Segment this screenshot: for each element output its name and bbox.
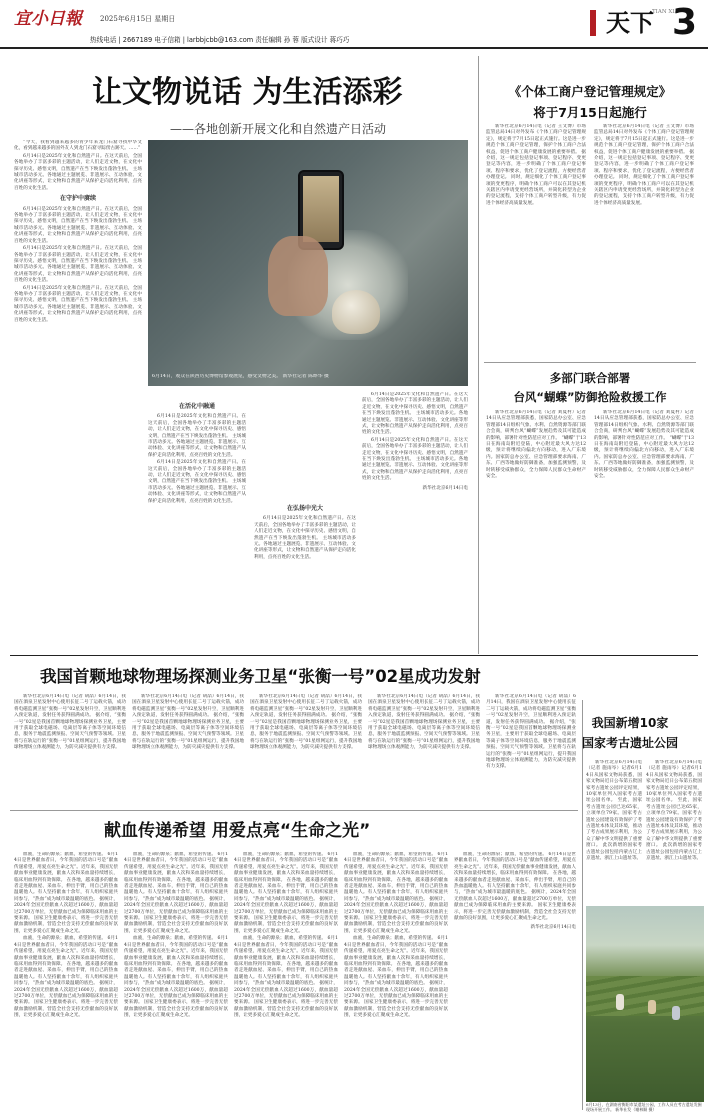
section-title: 天下	[606, 9, 654, 37]
col1-text: 血液，生命的源泉；献血，希望的传递。 6月14日是世界献血者日，今年我国的活动口号是“献血传递希望，用爱点亮生命之光”。近年来，我国无偿献血事业健康发展，献血人次和采血量持续增长，临床用血得到有效保障。 在各地，越来越多的献血者走进献血屋、采血车，伸出手臂，用自己的热血温暖他人。有人坚持献血十余年，有人组织家庭共同参与，“热血”成为城市最温暖的底色。 据统计，2024年全国无偿献血人次超过1600万，献血量超过2700万单位，无偿献血已成为保障临床用血的主要来源。 国家卫生健康委表示，将进一步完善无偿献血激励机制，营造全社会支持无偿献血的良好氛围，让更多爱心汇聚成生命之光。	[14, 852, 118, 934]
newspaper-logo: 宜小日報	[14, 9, 82, 29]
horizontal-rule-2	[10, 810, 578, 811]
article-title-line1: 多部门联合部署	[549, 371, 631, 385]
article-body-col1	[14, 694, 126, 804]
worker-figure-1	[616, 994, 624, 1010]
article-title-line2: 台风“蝴蝶”防御抢险救援工作	[513, 390, 667, 404]
article-body-col3-text: 6月14日是2025年文化和自然遗产日。在这天前后，全国各地举办了丰富多彩的主题活动，让人们走近文物，在文化中探寻历史、感悟文明，自然遗产在当下焕发出蓬勃生机。 主场城市活动多元。各地通过主题展览、非遗展示、互动体验、文化讲座等形式，让文物和自然遗产从保护走向活化利用，点亮百姓的文化生活。	[254, 516, 356, 560]
col5-text: 血液，生命的源泉；献血，希望的传递。 6月14日是世界献血者日，今年我国的活动口号是“献血传递希望，用爱点亮生命之光”。近年来，我国无偿献血事业健康发展，献血人次和采血量持续增长，临床用血得到有效保障。 在各地，越来越多的献血者走进献血屋、采血车，伸出手臂，用自己的热血温暖他人。有人坚持献血十余年，有人组织家庭共同参与，“热血”成为城市最温暖的底色。 据统计，2024年全国无偿献血人次超过1600万，献血量超过2700万单位，无偿献血已成为保障临床用血的主要来源。 国家卫生健康委表示，将进一步完善无偿献血激励机制，营造全社会支持无偿献血的良好氛围，让更多爱心汇聚成生命之光。	[454, 852, 576, 922]
contacts-line: 热线电话 | 2667189 电子信箱 | larbbjcbb@163.com 责任编辑 孙 蓉 版式设计 蒋巧巧	[90, 36, 350, 44]
col3-text-2: 血液，生命的源泉；献血，希望的传递。 6月14日是世界献血者日，今年我国的活动口号是“献血传递希望，用爱点亮生命之光”。近年来，我国无偿献血事业健康发展，献血人次和采血量持续增长，临床用血得到有效保障。 在各地，越来越多的献血者走进献血屋、采血车，伸出手臂，用自己的热血温暖他人。有人坚持献血十余年，有人组织家庭共同参与，“热血”成为城市最温暖的底色。 据统计，2024年全国无偿献血人次超过1600万，献血量超过2700万单位，无偿献血已成为保障临床用血的主要来源。 国家卫生健康委表示，将进一步完善无偿献血激励机制，营造全社会支持无偿献血的良好氛围，让更多爱心汇聚成生命之光。	[234, 936, 338, 1019]
article-body-repeat-3: 6月14日是2025年文化和自然遗产日。在这天前后，全国各地举办了丰富多彩的主题活动，让人们走近文物，在文化中探寻历史、感悟文明，自然遗产在当下焕发出蓬勃生机。 主场城市活动多元。各地通过主题展览、非遗展示、互动体验、文化讲座等形式，让文物和自然遗产从保护走向活化利用，点亮百姓的文化生活。	[14, 285, 142, 323]
article-typhoon	[484, 370, 696, 650]
archaeology-body-col2	[646, 760, 702, 900]
article-body-col2	[132, 694, 244, 804]
article-body-b-text: 新华社北京6月14日电（记者 王文博）市场监管总局14日对外发布《个体工商户登记管理规定》，规定将于7月15日起正式施行。这是进一步规范个体工商户登记管理，保护个体工商户合法权益，促进个体工商户健康发展的重要举措。 据介绍，这一规定包括登记事项、登记程序、变更登记等内容，进一步明确了个体工商户登记事项、程序和要求，优化了登记流程，方便经营者办理登记。 同时，规定细化了个体工商户登记事项的变更程序，明确个体工商户可以在其登记机关辖区内申请变更经营场所，并简化转型为企业的登记流程，支持个体工商户转型升级，有力促进个体经济高质量发展。	[594, 124, 694, 206]
article-body-col2-text-2: 6月14日是2025年文化和自然遗产日。在这天前后，全国各地举办了丰富多彩的主题活动，让人们走近文物，在文化中探寻历史、感悟文明，自然遗产在当下焕发出蓬勃生机。 主场城市活动多元。各地通过主题展览、非遗展示、互动体验、文化讲座等形式，让文物和自然遗产从保护走向活化利用，点亮百姓的文化生活。	[148, 460, 246, 504]
archaeology-body-col1-text: 新华社北京6月14日电（记者 施雨岑）记者6月14日从国家文物局获悉，国家文物局近日公布第五批国家考古遗址公园评定结果，10家单位列入国家考古遗址公园名单。 至此，国家考古遗址公园已达65家，立项单位79家。国家考古遗址公园建设有效保护了考古遗址本体及其环境，推动了考古成果展示利用，为公众了解中华文明提供了重要窗口。 此次新增的国家考古遗址公园包括内蒙古辽上京遗址、浙江上山遗址等。	[586, 760, 642, 862]
col4-text-2: 血液，生命的源泉；献血，希望的传递。 6月14日是世界献血者日，今年我国的活动口号是“献血传递希望，用爱点亮生命之光”。近年来，我国无偿献血事业健康发展，献血人次和采血量持续增长，临床用血得到有效保障。 在各地，越来越多的献血者走进献血屋、采血车，伸出手臂，用自己的热血温暖他人。有人坚持献血十余年，有人组织家庭共同参与，“热血”成为城市最温暖的底色。 据统计，2024年全国无偿献血人次超过1600万，献血量超过2700万单位，无偿献血已成为保障临床用血的主要来源。 国家卫生健康委表示，将进一步完善无偿献血激励机制，营造全社会支持无偿献血的良好氛围，让更多爱心汇聚成生命之光。	[344, 936, 448, 1019]
article-body-col1	[14, 140, 142, 640]
article-body-col3	[250, 694, 362, 804]
article-body-repeat-2: 6月14日是2025年文化和自然遗产日。在这天前后，全国各地举办了丰富多彩的主题活动，让人们走近文物，在文化中探寻历史、感悟文明，自然遗产在当下焕发出蓬勃生机。 主场城市活动多元。各地通过主题展览、非遗展示、互动体验、文化讲座等形式，让文物和自然遗产从保护走向活化利用，点亮百姓的文化生活。	[14, 246, 142, 284]
article-body-a-text: 新华社北京6月14日电（记者 王文博）市场监管总局14日对外发布《个体工商户登记管理规定》，规定将于7月15日起正式施行。这是进一步规范个体工商户登记管理，保护个体工商户合法权益，促进个体工商户健康发展的重要举措。 据介绍，这一规定包括登记事项、登记程序、变更登记等内容，进一步明确了个体工商户登记事项、程序和要求，优化了登记流程，方便经营者办理登记。 同时，规定细化了个体工商户登记事项的变更程序，明确个体工商户可以在其登记机关辖区内申请变更经营场所，并简化转型为企业的登记流程，支持个体工商户转型升级，有力促进个体经济高质量发展。	[486, 124, 586, 206]
article-intro: “今天，我看到越来越多的青少年来龙门石窟寻找中华文化，看到越来越多的国外友人到龙门石窟寻踪傍古跡天。……”	[14, 140, 142, 152]
article-subtitle: ——各地创新开展文化和自然遗产日活动	[170, 122, 387, 136]
col3-text: 新华社北京6月14日电（记者 胡喆）6月14日，我国在酒泉卫星发射中心使用长征二号丁运载火箭，成功将电磁监测卫星“张衡一号”02星发射升空，卫星顺利进入预定轨道，发射任务获得圆满成功。 据介绍，“张衡一号”02星是我国首颗地球物理场探测业务卫星，主要用于获取全球电磁场、电离层等离子体等空间环境信息，服务于地震监测预报、空间天气预警等领域。卫星将与在轨运行的“张衡一号”01星组网运行，提升我国地球物理场立体观测能力，为防灾减灾提供有力支撑。	[250, 694, 362, 751]
worker-figure-2	[648, 1000, 656, 1014]
phone-screen	[303, 176, 339, 242]
masthead-red-bar	[590, 10, 596, 36]
date-line: 2025年6月15日 星期日	[100, 15, 176, 23]
article-byline: 新华社北京6月14日电	[530, 925, 576, 931]
article-body-col3	[254, 392, 356, 640]
article-body-a-text: 新华社北京6月14日电（记者 刘夏村）记者14日从应急管理部获悉，国家防总办公室、应急管理部14日组织气象、水利、自然资源等部门联合会商，研判台风“蝴蝶”发展趋势及其可能造成的影响，部署针对性防范应对工作。 “蝴蝶”于13日在海南岛附近登陆，中心附近最大风力达12级，预计将继续向偏北方向移动，进入广东境内。国家防总办公室、应急管理部要求海南、广东、广西等地做好防御准备，加强监测预警，及时转移受威胁群众，全力保障人民群众生命财产安全。	[486, 410, 586, 480]
col4-text: 新华社北京6月14日电（记者 胡喆）6月14日，我国在酒泉卫星发射中心使用长征二号丁运载火箭，成功将电磁监测卫星“张衡一号”02星发射升空，卫星顺利进入预定轨道，发射任务获得圆满成功。 据介绍，“张衡一号”02星是我国首颗地球物理场探测业务卫星，主要用于获取全球电磁场、电离层等离子体等空间环境信息，服务于地震监测预报、空间天气预警等领域。卫星将与在轨运行的“张衡一号”01星组网运行，提升我国地球物理场立体观测能力，为防灾减灾提供有力支撑。	[368, 694, 480, 751]
col1-text-2: 血液，生命的源泉；献血，希望的传递。 6月14日是世界献血者日，今年我国的活动口号是“献血传递希望，用爱点亮生命之光”。近年来，我国无偿献血事业健康发展，献血人次和采血量持续增长，临床用血得到有效保障。 在各地，越来越多的献血者走进献血屋、采血车，伸出手臂，用自己的热血温暖他人。有人坚持献血十余年，有人组织家庭共同参与，“热血”成为城市最温暖的底色。 据统计，2024年全国无偿献血人次超过1600万，献血量超过2700万单位，无偿献血已成为保障临床用血的主要来源。 国家卫生健康委表示，将进一步完善无偿献血激励机制，营造全社会支持无偿献血的良好氛围，让更多爱心汇聚成生命之光。	[14, 936, 118, 1019]
article-title: 献血传递希望 用爱点亮“生命之光”	[104, 821, 371, 841]
article-body-col4	[362, 392, 468, 640]
col5-text: 新华社北京6月14日电（记者 胡喆）6月14日，我国在酒泉卫星发射中心使用长征二号丁运载火箭，成功将电磁监测卫星“张衡一号”02星发射升空，卫星顺利进入预定轨道，发射任务获得圆满成功。 据介绍，“张衡一号”02星是我国首颗地球物理场探测业务卫星，主要用于获取全球电磁场、电离层等离子体等空间环境信息，服务于地震监测预报、空间天气预警等领域。卫星将与在轨运行的“张衡一号”01星组网运行，提升我国地球物理场立体观测能力，为防灾减灾提供有力支撑。	[486, 694, 576, 770]
article-body-col3	[234, 852, 338, 1110]
article-title-line2: 将于7月15日起施行	[533, 105, 647, 120]
article-body-col1	[14, 852, 118, 1110]
archaeology-photo	[586, 906, 704, 1102]
right-separator-1	[484, 362, 696, 363]
column-separator	[478, 56, 479, 654]
article-body-b	[594, 124, 694, 340]
article-body-col2	[124, 852, 228, 1110]
article-body-col4-text: 6月14日是2025年文化和自然遗产日。在这天前后，全国各地举办了丰富多彩的主题活动，让人们走近文物，在文化中探寻历史、感悟文明，自然遗产在当下焕发出蓬勃生机。 主场城市活动多元。各地通过主题展览、非遗展示、互动体验、文化讲座等形式，让文物和自然遗产从保护走向活化利用，点亮百姓的文化生活。	[362, 392, 468, 436]
col3-text: 血液，生命的源泉；献血，希望的传递。 6月14日是世界献血者日，今年我国的活动口号是“献血传递希望，用爱点亮生命之光”。近年来，我国无偿献血事业健康发展，献血人次和采血量持续增长，临床用血得到有效保障。 在各地，越来越多的献血者走进献血屋、采血车，伸出手臂，用自己的热血温暖他人。有人坚持献血十余年，有人组织家庭共同参与，“热血”成为城市最温暖的底色。 据统计，2024年全国无偿献血人次超过1600万，献血量超过2700万单位，无偿献血已成为保障临床用血的主要来源。 国家卫生健康委表示，将进一步完善无偿献血激励机制，营造全社会支持无偿献血的良好氛围，让更多爱心汇聚成生命之光。	[234, 852, 338, 934]
col2-text-2: 血液，生命的源泉；献血，希望的传递。 6月14日是世界献血者日，今年我国的活动口号是“献血传递希望，用爱点亮生命之光”。近年来，我国无偿献血事业健康发展，献血人次和采血量持续增长，临床用血得到有效保障。 在各地，越来越多的献血者走进献血屋、采血车，伸出手臂，用自己的热血温暖他人。有人坚持献血十余年，有人组织家庭共同参与，“热血”成为城市最温暖的底色。 据统计，2024年全国无偿献血人次超过1600万，献血量超过2700万单位，无偿献血已成为保障临床用血的主要来源。 国家卫生健康委表示，将进一步完善无偿献血激励机制，营造全社会支持无偿献血的良好氛围，让更多爱心汇聚成生命之光。	[124, 936, 228, 1019]
subheading-1: 在守护中赓续	[59, 195, 96, 203]
col4-text: 血液，生命的源泉；献血，希望的传递。 6月14日是世界献血者日，今年我国的活动口号是“献血传递希望，用爱点亮生命之光”。近年来，我国无偿献血事业健康发展，献血人次和采血量持续增长，临床用血得到有效保障。 在各地，越来越多的献血者走进献血屋、采血车，伸出手臂，用自己的热血温暖他人。有人坚持献血十余年，有人组织家庭共同参与，“热血”成为城市最温暖的底色。 据统计，2024年全国无偿献血人次超过1600万，献血量超过2700万单位，无偿献血已成为保障临床用血的主要来源。 国家卫生健康委表示，将进一步完善无偿献血激励机制，营造全社会支持无偿献血的良好氛围，让更多爱心汇聚成生命之光。	[344, 852, 448, 934]
worker-figure-3	[672, 1006, 680, 1020]
article-body-col4	[344, 852, 448, 1110]
photo-caption: 6月14日，观众在陕西历史博物馆参观展览，感受文物之美。 新华社记者 陈晔华 摄	[152, 374, 329, 379]
article-body-b-text: 新华社北京6月14日电（记者 刘夏村）记者14日从应急管理部获悉，国家防总办公室、应急管理部14日组织气象、水利、自然资源等部门联合会商，研判台风“蝴蝶”发展趋势及其可能造成的影响，部署针对性防范应对工作。 “蝴蝶”于13日在海南岛附近登陆，中心附近最大风力达12级，预计将继续向偏北方向移动，进入广东境内。国家防总办公室、应急管理部要求海南、广东、广西等地做好防御准备，加强监测预警，及时转移受威胁群众，全力保障人民群众生命财产安全。	[594, 410, 694, 480]
right-separator-2	[582, 700, 583, 1110]
article-blood-donation	[0, 812, 582, 1116]
article-body-col4-text-2: 6月14日是2025年文化和自然遗产日。在这天前后，全国各地举办了丰富多彩的主题活动，让人们走近文物，在文化中探寻历史、感悟文明，自然遗产在当下焕发出蓬勃生机。 主场城市活动多元。各地通过主题展览、非遗展示、互动体验、文化讲座等形式，让文物和自然遗产从保护走向活化利用，点亮百姓的文化生活。	[362, 437, 468, 482]
article-title-line1: 《个体工商户登记管理规定》	[508, 84, 672, 99]
subheading-2: 在活化中融通	[178, 403, 215, 410]
horizontal-rule-1	[10, 655, 698, 656]
article-cultural-heritage	[0, 52, 476, 650]
section-pinyin: TIAN XIA	[652, 9, 679, 15]
article-body: 6月14日是2025年文化和自然遗产日。在这天前后，全国各地举办了丰富多彩的主题活动，让人们走近文物，在文化中探寻历史、感悟文明，自然遗产在当下焕发出蓬勃生机。 主场城市活动多元。各地通过主题展览、非遗展示、互动体验、文化讲座等形式，让文物和自然遗产从保护走向活化利用，点亮百姓的文化生活。	[14, 153, 142, 191]
article-body-b	[594, 410, 694, 646]
subheading-3: 在弘扬中光大	[286, 505, 323, 512]
article-body-a	[486, 410, 586, 646]
col2-text: 新华社北京6月14日电（记者 胡喆）6月14日，我国在酒泉卫星发射中心使用长征二号丁运载火箭，成功将电磁监测卫星“张衡一号”02星发射升空，卫星顺利进入预定轨道，发射任务获得圆满成功。 据介绍，“张衡一号”02星是我国首颗地球物理场探测业务卫星，主要用于获取全球电磁场、电离层等离子体等空间环境信息，服务于地震监测预报、空间天气预警等领域。卫星将与在轨运行的“张衡一号”01星组网运行，提升我国地球物理场立体观测能力，为防灾减灾提供有力支撑。	[132, 694, 244, 751]
archaeology-photo-caption: 6月13日，在湖南省衡阳市某遗址公园，工作人员在考古遗址发掘现场开展工作。 新华社发（谢林顺 摄）	[586, 1102, 702, 1112]
field-terrace	[586, 976, 704, 1016]
article-byline: 新华社北京6月14日电	[422, 485, 468, 491]
article-body-col2-text: 6月14日是2025年文化和自然遗产日。在这天前后，全国各地举办了丰富多彩的主题活动，让人们走近文物，在文化中探寻历史、感悟文明，自然遗产在当下焕发出蓬勃生机。 主场城市活动多元。各地通过主题展览、非遗展示、互动体验、文化讲座等形式，让文物和自然遗产从保护走向活化利用，点亮百姓的文化生活。	[148, 414, 246, 458]
col2-text: 血液，生命的源泉；献血，希望的传递。 6月14日是世界献血者日，今年我国的活动口号是“献血传递希望，用爱点亮生命之光”。近年来，我国无偿献血事业健康发展，献血人次和采血量持续增长，临床用血得到有效保障。 在各地，越来越多的献血者走进献血屋、采血车，伸出手臂，用自己的热血温暖他人。有人坚持献血十余年，有人组织家庭共同参与，“热血”成为城市最温暖的底色。 据统计，2024年全国无偿献血人次超过1600万，献血量超过2700万单位，无偿献血已成为保障临床用血的主要来源。 国家卫生健康委表示，将进一步完善无偿献血激励机制，营造全社会支持无偿献血的良好氛围，让更多爱心汇聚成生命之光。	[124, 852, 228, 934]
artifact-vessel	[332, 290, 380, 334]
article-body-a	[486, 124, 586, 340]
hand-silhouette	[268, 236, 328, 316]
masthead	[0, 0, 708, 52]
article-title-line1: 我国新增10家	[591, 716, 669, 730]
col1-text: 新华社北京6月14日电（记者 胡喆）6月14日，我国在酒泉卫星发射中心使用长征二号丁运载火箭，成功将电磁监测卫星“张衡一号”02星发射升空，卫星顺利进入预定轨道，发射任务获得圆满成功。 据介绍，“张衡一号”02星是我国首颗地球物理场探测业务卫星，主要用于获取全球电磁场、电离层等离子体等空间环境信息，服务于地震监测预报、空间天气预警等领域。卫星将与在轨运行的“张衡一号”01星组网运行，提升我国地球物理场立体观测能力，为防灾减灾提供有力支撑。	[14, 694, 126, 751]
article-business-registration	[484, 82, 696, 352]
article-body-col4	[368, 694, 480, 804]
masthead-rule	[0, 47, 708, 49]
article-title: 让文物说话 为生活添彩	[92, 75, 403, 110]
article-archaeology-title	[560, 714, 700, 751]
museum-photo	[148, 140, 468, 386]
article-title-line2: 国家考古遗址公园	[581, 736, 678, 750]
archaeology-body-col2-text: 新华社北京6月14日电（记者 施雨岑）记者6月14日从国家文物局获悉，国家文物局近日公布第五批国家考古遗址公园评定结果，10家单位列入国家考古遗址公园名单。 至此，国家考古遗址公园已达65家，立项单位79家。国家考古遗址公园建设有效保护了考古遗址本体及其环境，推动了考古成果展示利用，为公众了解中华文明提供了重要窗口。 此次新增的国家考古遗址公园包括内蒙古辽上京遗址、浙江上山遗址等。	[646, 760, 702, 862]
archaeology-body-col1	[586, 760, 642, 900]
page-number: 3	[672, 2, 698, 43]
article-title: 我国首颗地球物理场探测业务卫星“张衡一号”02星成功发射	[40, 667, 481, 686]
article-body-col2	[148, 392, 246, 640]
article-body-repeat: 6月14日是2025年文化和自然遗产日。在这天前后，全国各地举办了丰富多彩的主题活动，让人们走近文物，在文化中探寻历史、感悟文明，自然遗产在当下焕发出蓬勃生机。 主场城市活动多元。各地通过主题展览、非遗展示、互动体验、文化讲座等形式，让文物和自然遗产从保护走向活化利用，点亮百姓的文化生活。	[14, 206, 142, 244]
article-body-col5	[454, 852, 576, 1110]
